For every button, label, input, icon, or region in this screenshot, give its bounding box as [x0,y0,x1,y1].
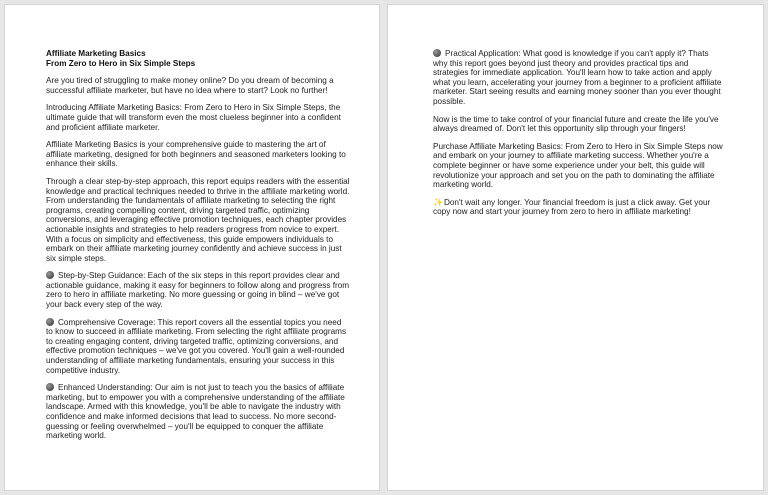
approach-paragraph: Through a clear step-by-step approach, this report equips readers with the essential knowledge and practical techniques needed to thrive in the affiliate marketing world. From understanding the fundamentals of affiliate marketing to selecting the right programs, creating compelling content, driving targeted traffic, optimizing conversions, and leveraging effective promotion techniques, each chapter provides actionable insights and strategies to help readers progress from novice to expert. With a focus on simplicity and effectiveness, this guide empowers individuals to embark on their affiliate marketing journey confidently and achieve success in just six simple steps. [46,176,350,263]
closing-paragraph [433,198,723,217]
bullet-text: Step-by-Step Guidance: Each of the six steps in this report provides clear and actionable guidance, making it easy for beginners to follow along and progress from zero to hero in affiliate marketing. No more guessing or going in blind – we've got your back every step of the way. [46,271,350,310]
title-line-1: Affiliate Marketing Basics [46,49,146,58]
bullet-text: Comprehensive Coverage: This report covers all the essential topics you need to know to succeed in affiliate marketing. From selecting the right affiliate programs to creating engaging content, driving targeted traffic, optimizing conversions, and effective promotion techniques – we've got you covered. You'll gain a well-rounded understanding of affiliate marketing fundamentals, ensuring your success in this competitive industry. [46,317,347,375]
document-page-2 [387,4,764,491]
bullet-circle-icon [46,318,54,326]
document-title [46,49,350,68]
purchase-paragraph: Purchase Affiliate Marketing Basics: From Zero to Hero in Six Simple Steps now and embark on your journey to affiliate marketing success. Whether you're a complete beginner or have some experience under your belt, this guide will revolutionize your approach and set you on the path to dominating the affiliate marketing world. [433,141,723,190]
page-1-content [46,49,350,449]
document-page-1 [4,4,380,491]
bullet-text: Enhanced Understanding: Our aim is not just to teach you the basics of affiliate marketing, but to empower you with a comprehensive understanding of the affiliate landscape. Armed with this knowledge, you'll be able to navigate the industry with confidence and make informed decisions that lead to success. No more second-guessing or feeling overwhelmed – you'll be equipped to conquer the affiliate marketing world. [46,383,345,441]
bullet-practical-application [433,49,723,107]
bullet-circle-icon [433,49,441,57]
bullet-circle-icon [46,271,54,279]
take-control-paragraph: Now is the time to take control of your financial future and create the life you've always dreamed of. Don't let this opportunity slip through your fingers! [433,114,719,134]
sparkles-icon: ✨ [433,197,443,207]
bullet-comprehensive-coverage [46,318,350,376]
bullet-text: Practical Application: What good is knowledge if you can't apply it? Thats why this report goes beyond just theory and provides practical tips and strategies for immediate application. You'll learn how to take action and apply what you learn, accelerating your journey from a beginner to a proficient affiliate marketer. Start seeing results and earning money sooner than you ever thought possible. [433,49,722,106]
bullet-circle-icon [46,383,54,391]
introducing-paragraph: Introducing Affiliate Marketing Basics: From Zero to Hero in Six Simple Steps, the ultimate guide that will transform even the most clueless beginner into a confident and proficient affiliate marketer. [46,103,341,132]
page-2-content [433,49,723,225]
closing-text: Don't wait any longer. Your financial freedom is just a click away. Get your copy now and start your journey from zero to hero in affiliate marketing! [433,197,711,217]
title-line-2: From Zero to Hero in Six Simple Steps [46,58,196,68]
bullet-step-by-step [46,271,350,309]
bullet-enhanced-understanding [46,383,350,441]
guide-description-paragraph: Affiliate Marketing Basics is your comprehensive guide to mastering the art of affiliate marketing, designed for both beginners and seasoned marketers looking to enhance their skills. [46,140,346,169]
intro-paragraph: Are you tired of struggling to make money online? Do you dream of becoming a successful affiliate marketer, but have no idea where to start? Look no further! [46,76,334,95]
